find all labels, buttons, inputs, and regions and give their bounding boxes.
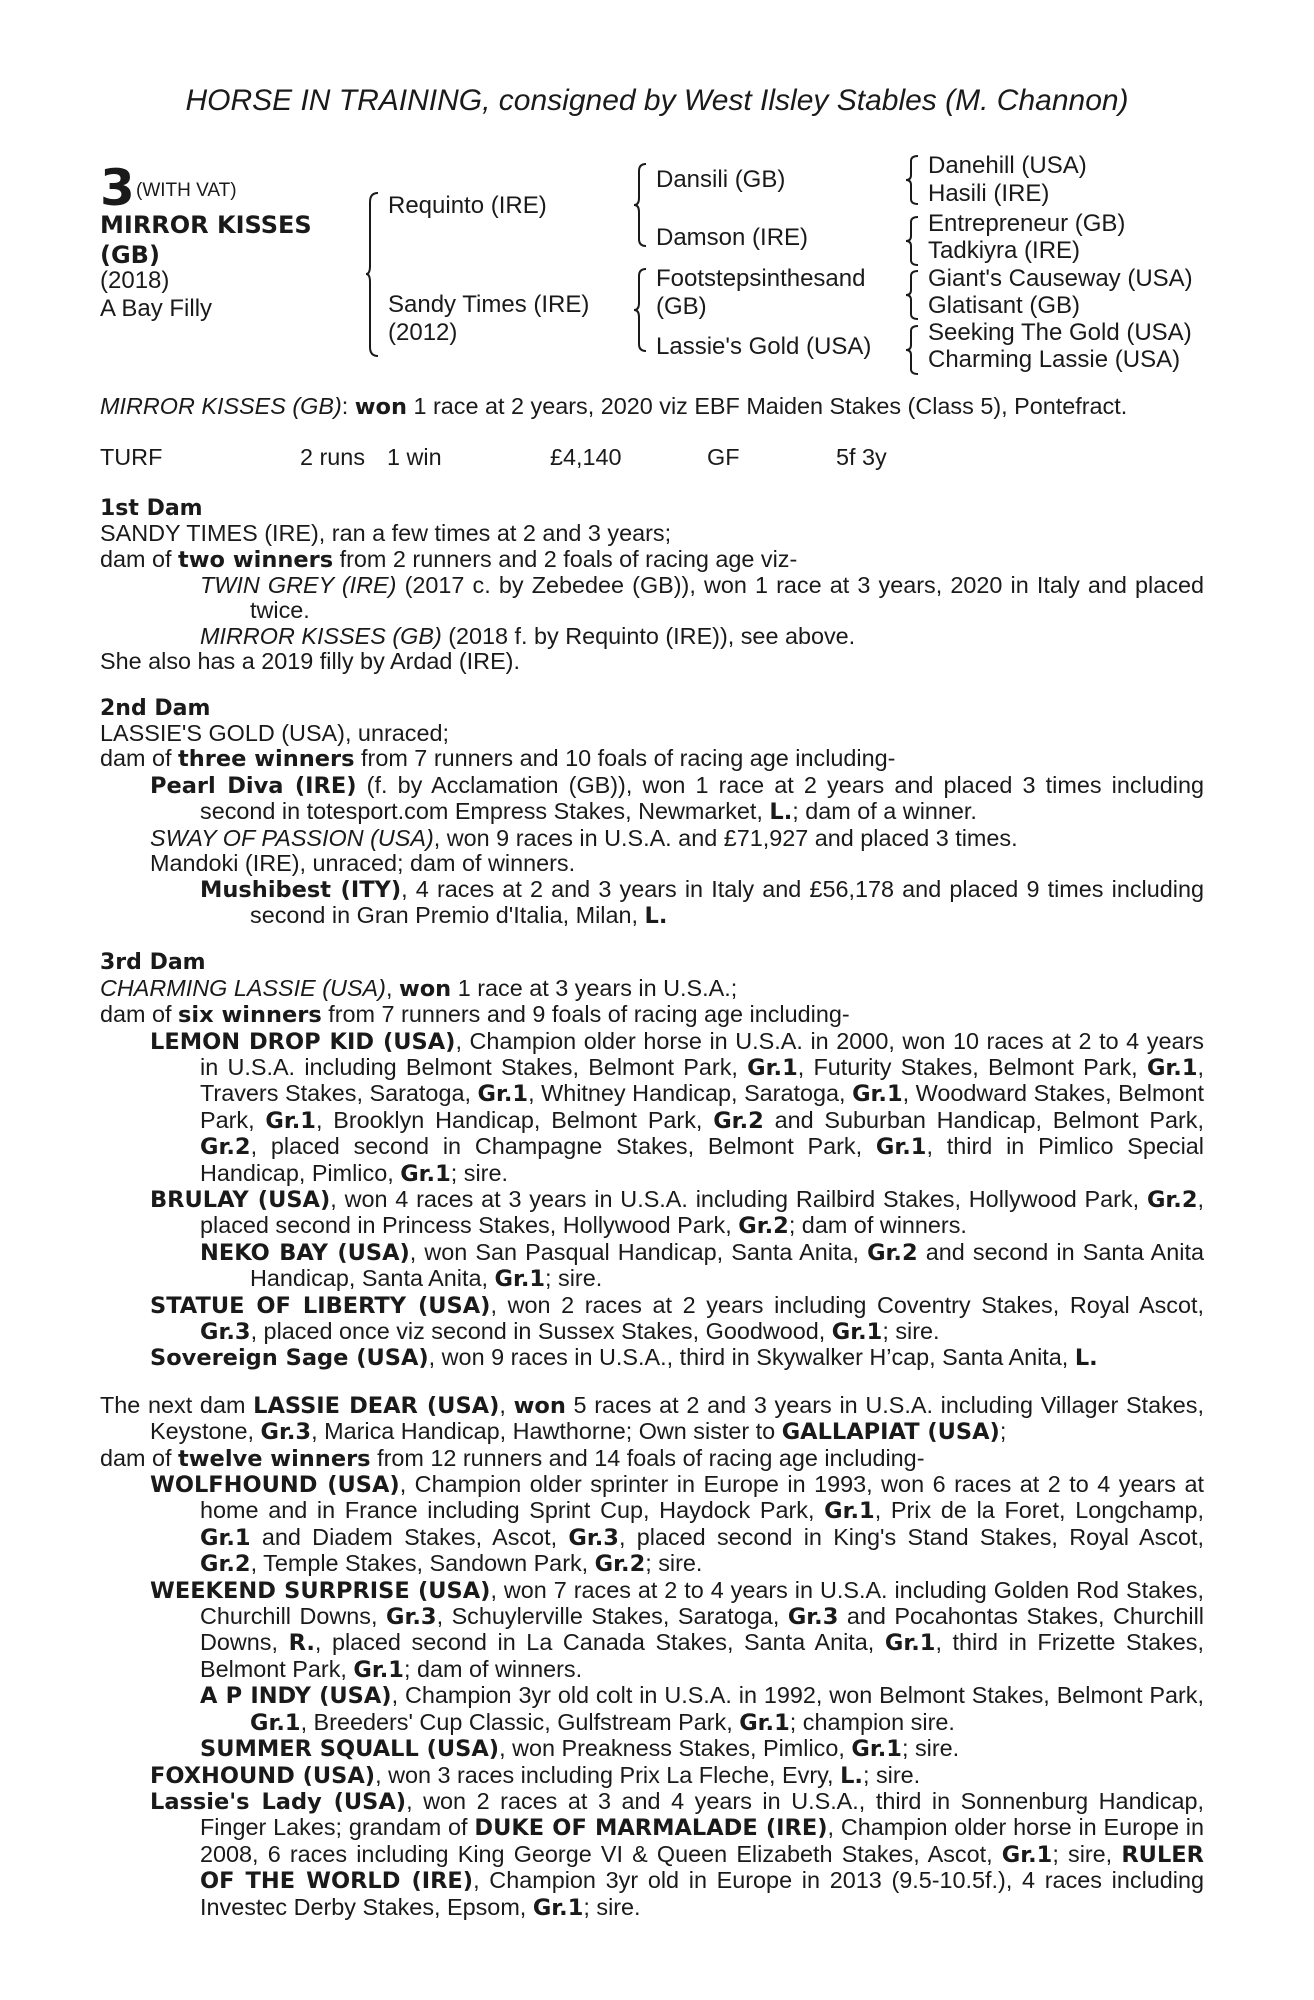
next-dam-entry: SUMMER SQUALL (USA), won Preakness Stakes, Pimlico, Gr.1; sire. [200, 1735, 960, 1763]
pedigree-brace-6 [906, 270, 920, 320]
first-dam-entry: MIRROR KISSES (GB) (2018 f. by Requinto (IRE)), see above. [200, 622, 856, 649]
catalogue-body [100, 394, 1204, 1921]
record-going: GF [707, 444, 740, 471]
pedigree-sire-dam: Damson (IRE) [656, 224, 809, 251]
vat-note: (WITH VAT) [136, 180, 237, 201]
foaling-year: (2018) [100, 267, 170, 294]
third-dam-line: CHARMING LASSIE (USA), won 1 race at 3 years in U.S.A.; [100, 974, 738, 1002]
next-dam-entry: A P INDY (USA), Champion 3yr old colt in U.S.A. in 1992, won Belmont Stakes, Belmont Park, Gr.1, Breeders' Cup Classic, Gulfstream Park, Gr.1; champion sire. [200, 1682, 1204, 1736]
second-dam-heading: 2nd Dam [100, 695, 211, 721]
page-title: HORSE IN TRAINING, consigned by West Ilsley Stables (M. Channon) [185, 84, 1129, 117]
third-dam-heading: 3rd Dam [100, 950, 206, 976]
pedigree-brace-5 [906, 216, 920, 266]
pedigree-dam [388, 291, 589, 347]
record-distance: 5f 3y [836, 444, 887, 471]
pedigree-dam-dam: Lassie's Gold (USA) [656, 333, 872, 360]
second-dam-entry: Mushibest (ITY), 4 races at 2 and 3 years in Italy and £56,178 and placed 9 times including second in Gran Premio d'Italia, Milan, L. [200, 875, 1204, 929]
next-dam-entry: WEEKEND SURPRISE (USA), won 7 races at 2 to 4 years in U.S.A. including Golden Rod Stakes, Churchill Downs, Gr.3, Schuylerville Stakes, Saratoga, Gr.3 and Pocahontas Stakes, Churchill Downs, R., placed second in La Canada Stakes, Santa Anita, Gr.1, third in Frizette Stakes, Belmont Park, Gr.1; dam of winners. [150, 1576, 1204, 1683]
third-dam-entry: NEKO BAY (USA), won San Pasqual Handicap, Santa Anita, Gr.2 and second in Santa Anita Handicap, Santa Anita, Gr.1; sire. [200, 1238, 1204, 1293]
pedigree-g2: Hasili (IRE) [928, 180, 1050, 207]
next-dam-entry: FOXHOUND (USA), won 3 races including Prix La Fleche, Evry, L.; sire. [150, 1761, 921, 1789]
next-dam-entry: WOLFHOUND (USA), Champion older sprinter in Europe in 1993, won 6 races at 2 to 4 years at home and in France including Sprint Cup, Haydock Park, Gr.1, Prix de la Foret, Longchamp, Gr.1 and Diadem Stakes, Ascot, Gr.3, placed second in King's Stand Stakes, Royal Ascot, Gr.2, Temple Stakes, Sandown Park, Gr.2; sire. [150, 1471, 1204, 1578]
pedigree-brace-3 [634, 268, 648, 352]
pedigree-g3: Entrepreneur (GB) [928, 210, 1126, 237]
second-dam-entry: Pearl Diva (IRE) (f. by Acclamation (GB)), won 1 race at 2 years and placed 3 times including second in totesport.com Empress Stakes, Newmarket, L.; dam of a winner. [150, 771, 1205, 826]
pedigree-brace-4 [906, 155, 920, 205]
pedigree-dam-name: Sandy Times (IRE) [388, 291, 590, 318]
horse-name: MIRROR KISSES (GB) [100, 211, 312, 269]
third-dam-entry: Sovereign Sage (USA), won 9 races in U.S.A., third in Skywalker H’cap, Santa Anita, L. [150, 1344, 1098, 1372]
pedigree-dam-sire-line2: (GB) [656, 293, 707, 320]
next-dam-entry: Lassie's Lady (USA), won 2 races at 3 and 4 years in U.S.A., third in Sonnenburg Handicap, Finger Lakes; grandam of DUKE OF MARMALADE (IRE), Champion older horse in Europe in 2008, 6 races including King George VI & Queen Elizabeth Stakes, Ascot, Gr.1; sire, RULER OF THE WORLD (IRE), Champion 3yr old in Europe in 2013 (9.5-10.5f.), 4 races including Investec Derby Stakes, Epsom, Gr.1; sire. [150, 1787, 1204, 1921]
second-dam-line: LASSIE'S GOLD (USA), unraced; [100, 720, 449, 747]
pedigree-brace-1 [366, 192, 380, 357]
first-dam-heading: 1st Dam [100, 495, 203, 521]
pedigree-dam-sire-line1: Footstepsinthesand [656, 265, 866, 292]
second-dam-entry: Mandoki (IRE), unraced; dam of winners. [150, 850, 576, 877]
first-dam-line: SANDY TIMES (IRE), ran a few times at 2 and 3 years; [100, 520, 672, 547]
first-dam-produce: dam of two winners from 2 runners and 2 foals of racing age viz- [100, 545, 798, 573]
horse-info [100, 267, 212, 323]
pedigree-g7: Seeking The Gold (USA) [928, 319, 1192, 346]
lot-number: 3 [100, 159, 135, 217]
pedigree-brace-2 [634, 163, 648, 247]
pedigree-sire: Requinto (IRE) [388, 192, 547, 219]
pedigree-g5: Giant's Causeway (USA) [928, 265, 1193, 292]
pedigree-dam-sire [656, 265, 865, 321]
pedigree-g4: Tadkiyra (IRE) [928, 237, 1081, 264]
record-runs: 2 runs [300, 444, 366, 471]
pedigree-g1: Danehill (USA) [928, 152, 1087, 179]
record-wins: 1 win [387, 444, 442, 471]
pedigree-brace-7 [906, 325, 920, 375]
pedigree-dam-year: (2012) [388, 319, 458, 346]
record-surface: TURF [100, 444, 163, 471]
horse-description: A Bay Filly [100, 295, 213, 322]
next-dam-line: The next dam LASSIE DEAR (USA), won 5 races at 2 and 3 years in U.S.A. including Villager Stakes, Keystone, Gr.3, Marica Handicap, Hawthorne; Own sister to GALLAPIAT (USA); [100, 1391, 1204, 1446]
third-dam-produce: dam of six winners from 7 runners and 9 foals of racing age including- [100, 1001, 850, 1029]
pedigree-g8: Charming Lassie (USA) [928, 346, 1181, 373]
race-record [100, 445, 1204, 470]
next-dam-produce: dam of twelve winners from 12 runners and 14 foals of racing age including- [100, 1444, 925, 1472]
record-prize: £4,140 [550, 444, 622, 471]
second-dam-entry: SWAY OF PASSION (USA), won 9 races in U.S.A. and £71,927 and placed 3 times. [150, 824, 1018, 851]
first-dam-entry: TWIN GREY (IRE) (2017 c. by Zebedee (GB)), won 1 race at 3 years, 2020 in Italy and placed twice. [200, 572, 1204, 624]
second-dam-produce: dam of three winners from 7 runners and 10 foals of racing age including- [100, 745, 896, 773]
pedigree-g6: Glatisant (GB) [928, 292, 1081, 319]
third-dam-entry: STATUE OF LIBERTY (USA), won 2 races at 2 years including Coventry Stakes, Royal Ascot, Gr.3, placed once viz second in Sussex Stakes, Goodwood, Gr.1; sire. [150, 1291, 1204, 1345]
first-dam-note: She also has a 2019 filly by Ardad (IRE). [100, 648, 520, 675]
race-summary: MIRROR KISSES (GB): won 1 race at 2 years, 2020 viz EBF Maiden Stakes (Class 5), Pontefract. [100, 393, 1128, 420]
pedigree-sire-sire: Dansili (GB) [656, 166, 786, 193]
third-dam-entry: LEMON DROP KID (USA), Champion older horse in U.S.A. in 2000, won 10 races at 2 to 4 years in U.S.A. including Belmont Stakes, Belmont Park, Gr.1, Futurity Stakes, Belmont Park, Gr.1, Travers Stakes, Saratoga, Gr.1, Whitney Handicap, Saratoga, Gr.1, Woodward Stakes, Belmont Park, Gr.1, Brooklyn Handicap, Belmont Park, Gr.2 and Suburban Handicap, Belmont Park, Gr.2, placed second in Champagne Stakes, Belmont Park, Gr.1, third in Pimlico Special Handicap, Pimlico, Gr.1; sire. [150, 1027, 1204, 1187]
third-dam-entry: BRULAY (USA), won 4 races at 3 years in U.S.A. including Railbird Stakes, Hollywood Park, Gr.2, placed second in Princess Stakes, Hollywood Park, Gr.2; dam of winners. [150, 1185, 1204, 1240]
